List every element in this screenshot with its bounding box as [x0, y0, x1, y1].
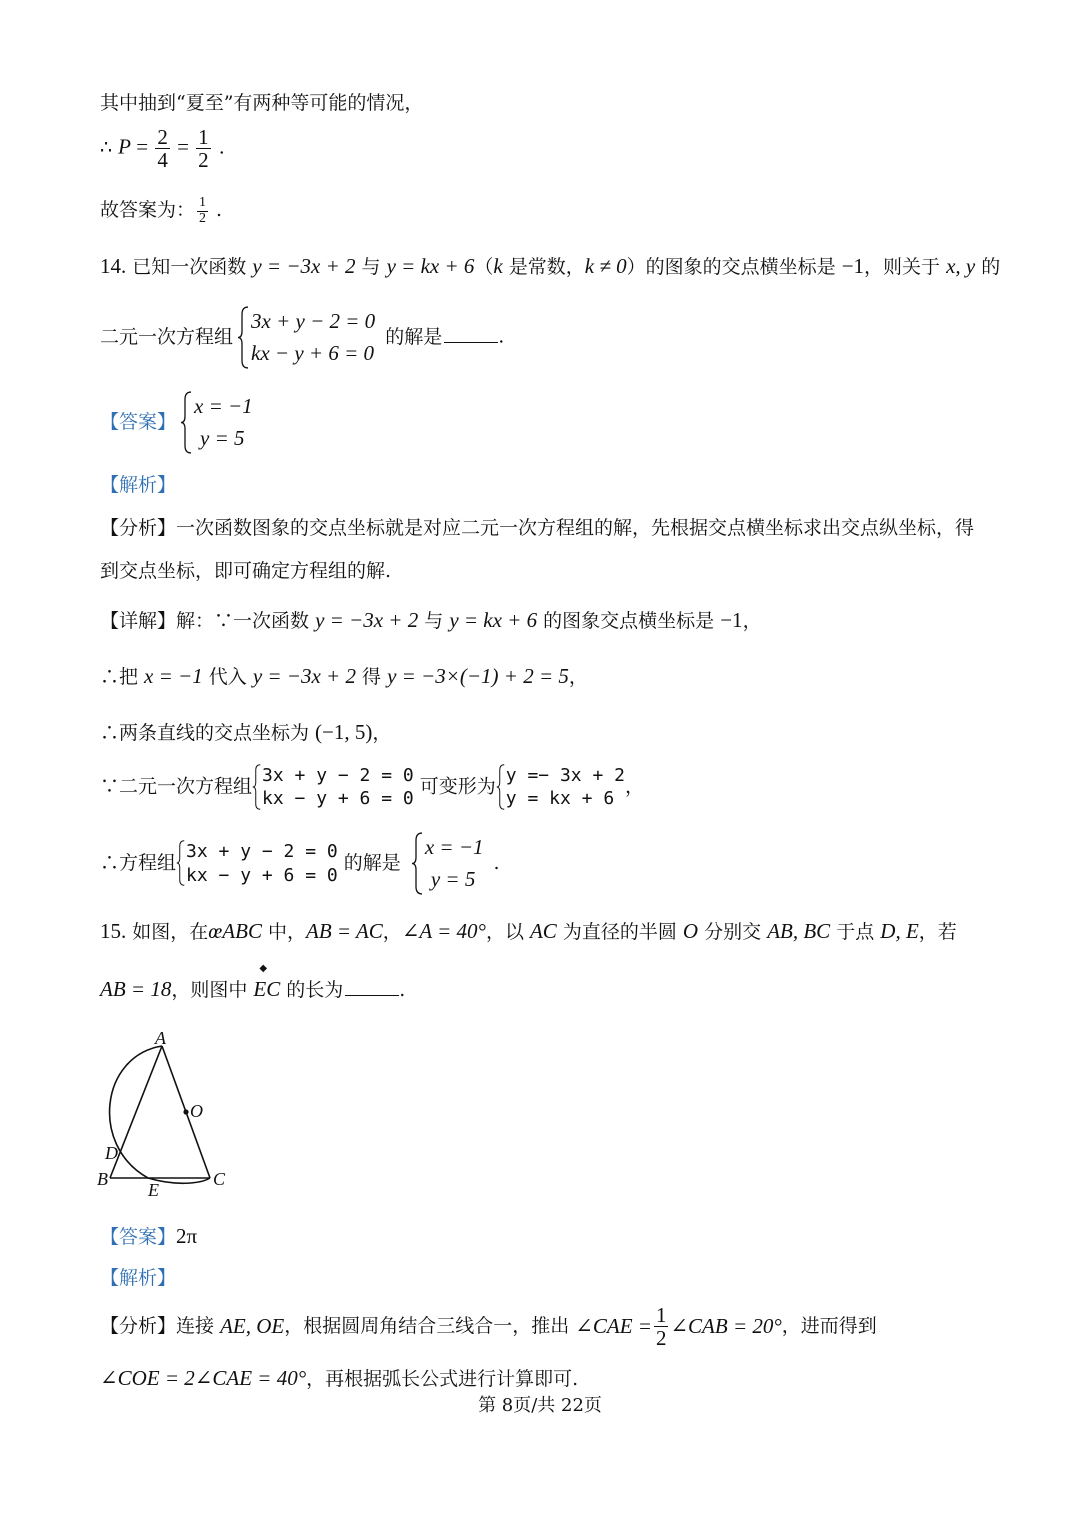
equation-1: 3x + y − 2 = 0 [186, 841, 338, 863]
text: 中， [261, 921, 307, 943]
text: 的 [975, 256, 1001, 278]
period: . [498, 325, 505, 348]
segments: AB, BC [767, 919, 831, 943]
denominator: 2 [655, 1326, 667, 1351]
q14-detail-3 [100, 720, 391, 745]
label-c: C [213, 1169, 226, 1189]
text: 分别交 [698, 921, 768, 943]
text: 可变形为 [413, 775, 496, 798]
probability-formula [100, 126, 225, 171]
geometry-figure [90, 1026, 240, 1201]
angle-cae: ∠CAE = [575, 1313, 652, 1338]
function-2: y = kx + 6 [386, 254, 475, 278]
period: . [212, 136, 225, 159]
answer-tag: 【答案】 [100, 411, 177, 434]
numerator: 1 [655, 1303, 667, 1327]
coordinate: (−1, 5) [315, 720, 373, 744]
equals: = [130, 134, 154, 159]
q14-detail-2 [100, 664, 588, 689]
text: 解：∵一次函数 [176, 610, 316, 632]
label-d: D [105, 1143, 118, 1163]
calculation: y = −3×(−1) + 2 = 5 [387, 664, 569, 688]
segment: AC [529, 919, 557, 943]
triangle: œABC [208, 919, 262, 943]
text: ∴两条直线的交点坐标为 [100, 722, 316, 744]
answer-y: y = 5 [200, 425, 245, 450]
text: 是常数， [502, 256, 585, 278]
jiexi-label: 【解析】 [100, 474, 177, 496]
jiexi-label: 【解析】 [100, 1267, 177, 1289]
q15-answer [100, 1224, 197, 1249]
equation-system [237, 306, 375, 369]
brace-icon [252, 764, 261, 810]
answer-x: x = −1 [194, 394, 253, 418]
q15-fenxi-2 [100, 1366, 578, 1391]
q15-line-2 [100, 977, 405, 1002]
text: 如图，在 [126, 921, 209, 943]
text: 代入 [202, 666, 253, 688]
denominator: 2 [198, 148, 209, 173]
text: 与 [418, 610, 450, 632]
function: y = −3x + 2 [252, 664, 356, 688]
angle-condition: ∠A = 40° [401, 919, 486, 943]
function-2: y = kx + 6 [449, 608, 538, 632]
solution-system [411, 832, 484, 895]
numerator: 1 [198, 125, 209, 149]
label-b: B [97, 1169, 108, 1189]
fraction-half [654, 1304, 669, 1349]
solution-x: x = −1 [424, 835, 484, 859]
text: 一次函数图象的交点坐标就是对应二元一次方程组的解，先根据交点横坐标求出交点纵坐标，得 [176, 517, 975, 539]
function-1: y = −3x + 2 [252, 254, 356, 278]
equation-system [176, 840, 338, 886]
points: D, E [880, 919, 919, 943]
text: ，进而得到 [781, 1315, 877, 1338]
text: ）的图象的交点横坐标是 [626, 256, 842, 278]
period: . [210, 199, 223, 222]
q14-answer [100, 391, 257, 454]
text: 已知一次函数 [126, 256, 253, 278]
answer-line [100, 196, 222, 226]
text: 的解是 [379, 326, 443, 349]
text: ∴方程组 [100, 852, 177, 875]
answer-blank [345, 995, 399, 996]
text: ， [372, 722, 392, 744]
equation-1: 3x + y − 2 = 0 [251, 309, 376, 333]
q14-detail-1 [100, 608, 762, 633]
denominator: 4 [157, 148, 168, 173]
brace-icon [180, 391, 192, 454]
equation-2: kx − y + 6 = 0 [251, 340, 374, 365]
denominator: 2 [199, 210, 207, 226]
k-condition: k ≠ 0 [584, 254, 627, 278]
segments: AE, OE [220, 1313, 285, 1338]
text: ， [742, 610, 762, 632]
value: −1 [841, 254, 865, 278]
text: ∴把 [100, 666, 145, 688]
q14-fenxi-1 [100, 517, 974, 540]
text: ， [568, 666, 588, 688]
brace-icon [411, 832, 423, 895]
function-1: y = −3x + 2 [315, 608, 419, 632]
equation-2: kx − y + 6 = 0 [186, 864, 338, 886]
arc-ec: ◆ EC [253, 977, 280, 1002]
condition: AB = 18 [100, 977, 172, 1001]
brace-icon [176, 840, 185, 886]
text: 的解是 [337, 852, 407, 875]
text: 的图象交点横坐标是 [537, 610, 721, 632]
fraction-1-2 [196, 126, 211, 171]
equation-system [252, 764, 414, 810]
q14-jiexi-tag [100, 474, 176, 497]
xiangjie-tag: 【详解】 [100, 610, 177, 632]
p-symbol: P [118, 134, 131, 159]
text: ，若 [918, 921, 957, 943]
center: O [682, 919, 699, 943]
equals: = [171, 134, 195, 159]
q14-line-2 [100, 306, 504, 369]
answer-label: 故答案为： [100, 199, 196, 222]
q15-jiexi-tag [100, 1267, 176, 1290]
text: 与 [355, 256, 387, 278]
q15-fenxi-1 [100, 1304, 877, 1349]
q14-fenxi-2 [100, 560, 391, 583]
solution-line-1 [100, 92, 423, 115]
text: 二元一次方程组 [100, 326, 234, 349]
angle-cab: ∠CAB = 20° [670, 1313, 782, 1338]
numerator: 2 [157, 125, 168, 149]
text: 为直径的半圆 [556, 921, 683, 943]
brace-icon [496, 764, 505, 810]
period: . [399, 979, 406, 1001]
period: . [487, 852, 500, 875]
question-number: 14. [100, 254, 127, 278]
text: 得 [355, 666, 388, 688]
fenxi-tag: 【分析】 [100, 517, 177, 539]
text: 的长为 [280, 979, 344, 1001]
answer-tag: 【答案】 [100, 1226, 177, 1248]
text: ， [625, 775, 645, 798]
line-text: 其中抽到“夏至”有两种等可能的情况， [100, 92, 424, 114]
angle-coe: ∠COE = 2∠CAE = 40° [100, 1366, 307, 1390]
text: ，以 [485, 921, 530, 943]
q15-line-1 [100, 919, 957, 944]
equation-1: 3x + y − 2 = 0 [262, 765, 414, 786]
text: ∵二元一次方程组 [100, 775, 253, 798]
center-point [183, 1109, 188, 1114]
label-a: A [155, 1028, 166, 1048]
fraction-2-4 [155, 126, 170, 171]
text: 到交点坐标，即可确定方程组的解. [100, 560, 392, 582]
brace-icon [237, 306, 249, 369]
equation-3: y =− 3x + 2 [505, 765, 625, 786]
text: ， [382, 921, 402, 943]
variables: x, y [946, 254, 976, 278]
text: ，再根据弧长公式进行计算即可. [306, 1368, 579, 1390]
condition: AB = AC [306, 919, 383, 943]
therefore-symbol: ∴ [100, 136, 119, 159]
q14-detail-5 [100, 832, 500, 895]
answer-value: 2π [176, 1224, 198, 1248]
value: −1 [720, 608, 743, 632]
page-footer: 第 8页/共 22页 [478, 1395, 602, 1416]
label-o: O [190, 1101, 203, 1121]
q14-line-1 [100, 254, 1000, 279]
solution-y: y = 5 [430, 866, 476, 891]
k-symbol: k [493, 254, 503, 278]
answer-system [180, 391, 253, 454]
text: 连接 [176, 1315, 221, 1338]
fraction-half [197, 196, 208, 226]
transformed-system [496, 764, 625, 810]
fenxi-tag: 【分析】 [100, 1315, 177, 1338]
numerator: 1 [199, 195, 207, 210]
text: 于点 [830, 921, 881, 943]
answer-blank [444, 342, 498, 343]
label-e: E [148, 1180, 159, 1200]
equation-2: kx − y + 6 = 0 [262, 788, 414, 810]
text: ，则关于 [864, 256, 947, 278]
equation-4: y = kx + 6 [505, 788, 615, 810]
text: ，根据圆周角结合三线合一，推出 [284, 1315, 576, 1338]
question-number: 15. [100, 919, 127, 943]
text: ，则图中 [171, 979, 254, 1001]
text: （ [474, 256, 494, 278]
x-value: x = −1 [144, 664, 203, 688]
q14-detail-4 [100, 764, 644, 810]
